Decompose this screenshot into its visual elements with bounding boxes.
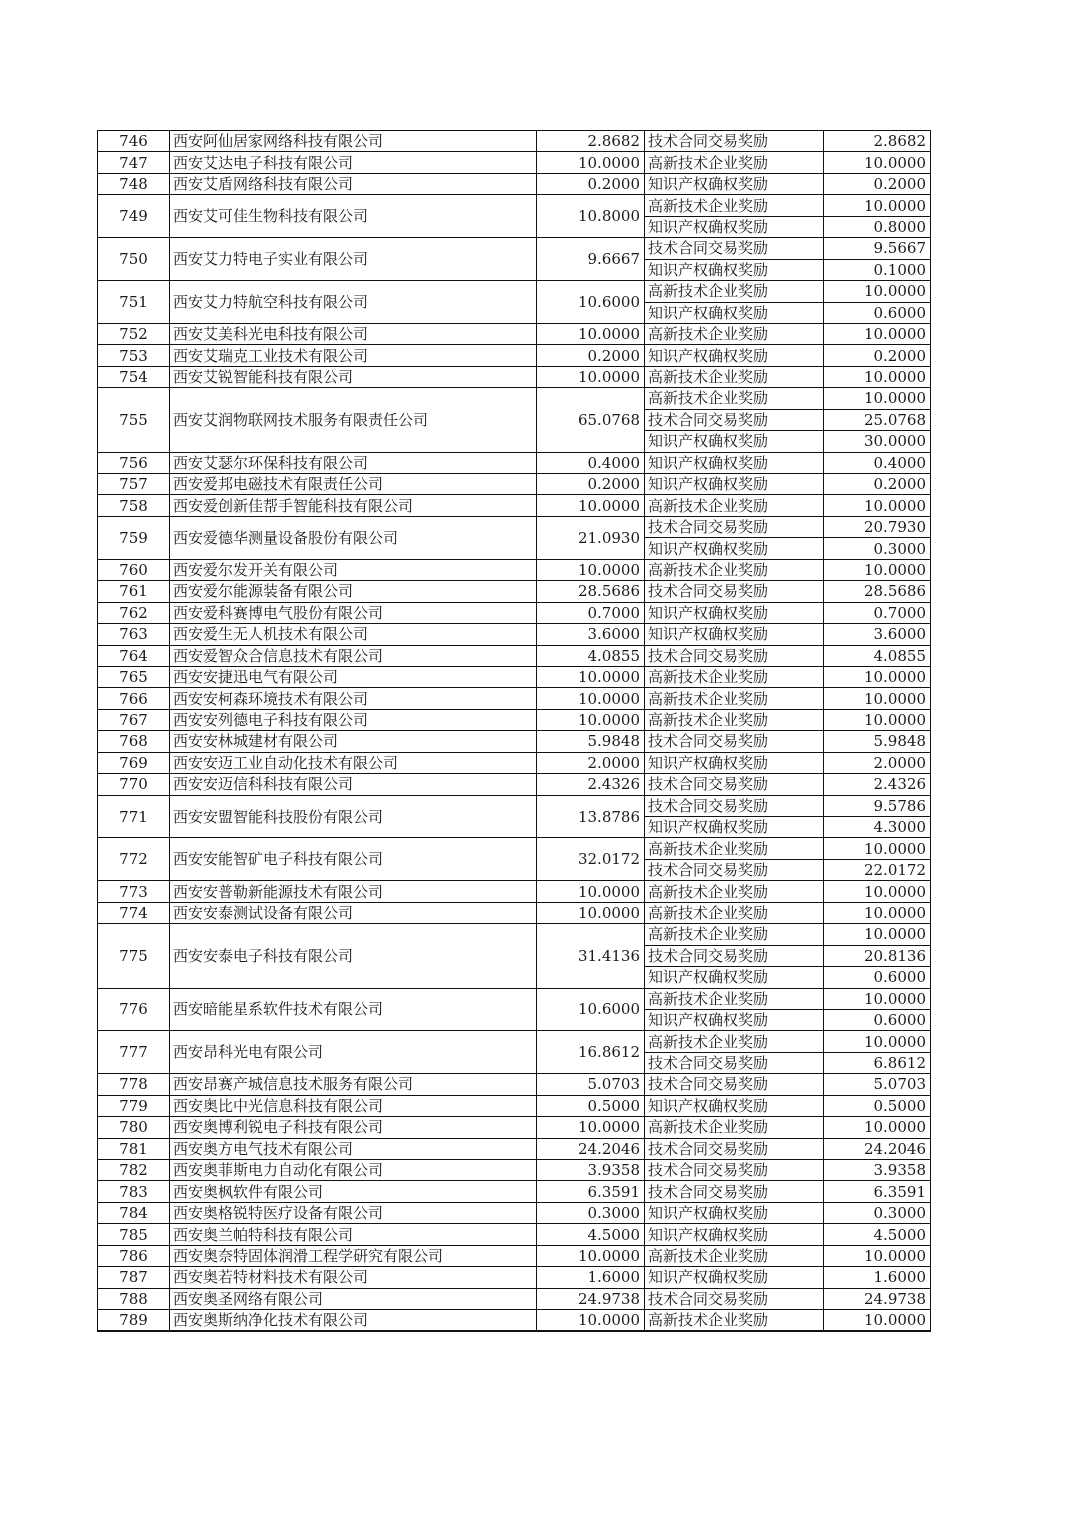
award-type-cell: 技术合同交易奖励 xyxy=(645,1138,824,1159)
table-row xyxy=(98,709,931,730)
award-type-cell: 高新技术企业奖励 xyxy=(645,1310,824,1332)
table-row xyxy=(98,1202,931,1223)
row-number-cell: 767 xyxy=(98,709,170,730)
company-name-cell: 西安爱尔发开关有限公司 xyxy=(170,559,537,580)
award-type-cell: 知识产权确权奖励 xyxy=(645,752,824,773)
award-type-cell: 高新技术企业奖励 xyxy=(645,281,824,302)
company-name-cell: 西安安迈工业自动化技术有限公司 xyxy=(170,752,537,773)
total-amount-cell: 2.4326 xyxy=(537,774,645,795)
award-type-cell: 高新技术企业奖励 xyxy=(645,666,824,687)
award-type-cell: 高新技术企业奖励 xyxy=(645,709,824,730)
table-row xyxy=(98,1310,931,1332)
award-amount-cell: 10.0000 xyxy=(824,1310,931,1332)
table-row xyxy=(98,1117,931,1138)
award-amount-cell: 1.6000 xyxy=(824,1267,931,1288)
award-type-cell: 知识产权确权奖励 xyxy=(645,452,824,473)
company-name-cell: 西安安盟智能科技股份有限公司 xyxy=(170,795,537,838)
row-number-cell: 774 xyxy=(98,902,170,923)
award-type-cell: 技术合同交易奖励 xyxy=(645,645,824,666)
award-amount-cell: 10.0000 xyxy=(824,902,931,923)
row-number-cell: 778 xyxy=(98,1074,170,1095)
award-amount-cell: 0.6000 xyxy=(824,967,931,988)
total-amount-cell: 10.0000 xyxy=(537,323,645,344)
row-number-cell: 766 xyxy=(98,688,170,709)
row-number-cell: 771 xyxy=(98,795,170,838)
award-amount-cell: 28.5686 xyxy=(824,581,931,602)
table-row xyxy=(98,345,931,366)
award-table-body xyxy=(98,131,931,1332)
award-amount-cell: 20.7930 xyxy=(824,516,931,537)
row-number-cell: 773 xyxy=(98,881,170,902)
award-amount-cell: 10.0000 xyxy=(824,838,931,859)
award-type-cell: 高新技术企业奖励 xyxy=(645,1245,824,1266)
table-row xyxy=(98,1095,931,1116)
award-amount-cell: 10.0000 xyxy=(824,281,931,302)
table-row xyxy=(98,902,931,923)
table-row xyxy=(98,602,931,623)
row-number-cell: 756 xyxy=(98,452,170,473)
award-type-cell: 高新技术企业奖励 xyxy=(645,323,824,344)
company-name-cell: 西安安林城建材有限公司 xyxy=(170,731,537,752)
table-row xyxy=(98,688,931,709)
award-amount-cell: 10.0000 xyxy=(824,323,931,344)
award-type-cell: 高新技术企业奖励 xyxy=(645,195,824,216)
table-row xyxy=(98,1138,931,1159)
row-number-cell: 769 xyxy=(98,752,170,773)
award-amount-cell: 0.6000 xyxy=(824,302,931,323)
award-type-cell: 知识产权确权奖励 xyxy=(645,602,824,623)
award-amount-cell: 0.7000 xyxy=(824,602,931,623)
company-name-cell: 西安安捷迅电气有限公司 xyxy=(170,666,537,687)
award-type-cell: 知识产权确权奖励 xyxy=(645,624,824,645)
award-amount-cell: 2.0000 xyxy=(824,752,931,773)
total-amount-cell: 28.5686 xyxy=(537,581,645,602)
table-row xyxy=(98,1245,931,1266)
table-row xyxy=(98,581,931,602)
award-type-cell: 技术合同交易奖励 xyxy=(645,1288,824,1309)
company-name-cell: 西安艾力特航空科技有限公司 xyxy=(170,281,537,324)
award-amount-cell: 0.2000 xyxy=(824,345,931,366)
company-name-cell: 西安艾盾网络科技有限公司 xyxy=(170,173,537,194)
total-amount-cell: 0.2000 xyxy=(537,173,645,194)
company-name-cell: 西安安能智矿电子科技有限公司 xyxy=(170,838,537,881)
table-row xyxy=(98,388,931,409)
total-amount-cell: 1.6000 xyxy=(537,1267,645,1288)
row-number-cell: 775 xyxy=(98,924,170,988)
award-amount-cell: 24.9738 xyxy=(824,1288,931,1309)
award-type-cell: 技术合同交易奖励 xyxy=(645,516,824,537)
company-name-cell: 西安奥若特材料技术有限公司 xyxy=(170,1267,537,1288)
company-name-cell: 西安安普勒新能源技术有限公司 xyxy=(170,881,537,902)
company-name-cell: 西安安泰电子科技有限公司 xyxy=(170,924,537,988)
company-name-cell: 西安奥比中光信息科技有限公司 xyxy=(170,1095,537,1116)
award-amount-cell: 2.8682 xyxy=(824,131,931,152)
award-type-cell: 知识产权确权奖励 xyxy=(645,967,824,988)
table-row xyxy=(98,1288,931,1309)
row-number-cell: 763 xyxy=(98,624,170,645)
row-number-cell: 777 xyxy=(98,1031,170,1074)
company-name-cell: 西安奥奈特固体润滑工程学研究有限公司 xyxy=(170,1245,537,1266)
table-row xyxy=(98,452,931,473)
table-row xyxy=(98,1031,931,1052)
award-type-cell: 知识产权确权奖励 xyxy=(645,431,824,452)
company-name-cell: 西安安泰测试设备有限公司 xyxy=(170,902,537,923)
award-amount-cell: 10.0000 xyxy=(824,1031,931,1052)
total-amount-cell: 2.0000 xyxy=(537,752,645,773)
total-amount-cell: 10.0000 xyxy=(537,881,645,902)
table-row xyxy=(98,366,931,387)
award-type-cell: 技术合同交易奖励 xyxy=(645,409,824,430)
award-type-cell: 技术合同交易奖励 xyxy=(645,795,824,816)
total-amount-cell: 16.8612 xyxy=(537,1031,645,1074)
total-amount-cell: 0.3000 xyxy=(537,1202,645,1223)
award-type-cell: 技术合同交易奖励 xyxy=(645,581,824,602)
award-amount-cell: 4.0855 xyxy=(824,645,931,666)
table-row xyxy=(98,666,931,687)
company-name-cell: 西安艾达电子科技有限公司 xyxy=(170,152,537,173)
total-amount-cell: 10.0000 xyxy=(537,1245,645,1266)
award-amount-cell: 10.0000 xyxy=(824,688,931,709)
company-name-cell: 西安爱创新佳帮手智能科技有限公司 xyxy=(170,495,537,516)
award-amount-cell: 0.3000 xyxy=(824,1202,931,1223)
row-number-cell: 754 xyxy=(98,366,170,387)
total-amount-cell: 10.6000 xyxy=(537,281,645,324)
total-amount-cell: 2.8682 xyxy=(537,131,645,152)
row-number-cell: 761 xyxy=(98,581,170,602)
table-row xyxy=(98,731,931,752)
award-type-cell: 高新技术企业奖励 xyxy=(645,366,824,387)
total-amount-cell: 4.0855 xyxy=(537,645,645,666)
table-row xyxy=(98,495,931,516)
award-amount-cell: 10.0000 xyxy=(824,495,931,516)
table-row xyxy=(98,838,931,859)
award-type-cell: 技术合同交易奖励 xyxy=(645,774,824,795)
table-row xyxy=(98,988,931,1009)
award-type-cell: 知识产权确权奖励 xyxy=(645,345,824,366)
row-number-cell: 768 xyxy=(98,731,170,752)
table-row xyxy=(98,474,931,495)
award-type-cell: 高新技术企业奖励 xyxy=(645,688,824,709)
company-name-cell: 西安艾润物联网技术服务有限责任公司 xyxy=(170,388,537,452)
table-row xyxy=(98,1160,931,1181)
company-name-cell: 西安艾美科光电科技有限公司 xyxy=(170,323,537,344)
total-amount-cell: 10.0000 xyxy=(537,902,645,923)
award-type-cell: 技术合同交易奖励 xyxy=(645,1074,824,1095)
row-number-cell: 759 xyxy=(98,516,170,559)
total-amount-cell: 10.8000 xyxy=(537,195,645,238)
award-amount-cell: 10.0000 xyxy=(824,195,931,216)
row-number-cell: 786 xyxy=(98,1245,170,1266)
award-type-cell: 知识产权确权奖励 xyxy=(645,216,824,237)
row-number-cell: 749 xyxy=(98,195,170,238)
table-row xyxy=(98,924,931,945)
award-type-cell: 技术合同交易奖励 xyxy=(645,238,824,259)
total-amount-cell: 10.0000 xyxy=(537,666,645,687)
row-number-cell: 764 xyxy=(98,645,170,666)
row-number-cell: 787 xyxy=(98,1267,170,1288)
award-amount-cell: 10.0000 xyxy=(824,366,931,387)
row-number-cell: 780 xyxy=(98,1117,170,1138)
row-number-cell: 785 xyxy=(98,1224,170,1245)
table-row xyxy=(98,795,931,816)
total-amount-cell: 0.5000 xyxy=(537,1095,645,1116)
award-amount-cell: 0.1000 xyxy=(824,259,931,280)
row-number-cell: 762 xyxy=(98,602,170,623)
company-name-cell: 西安爱尔能源装备有限公司 xyxy=(170,581,537,602)
award-type-cell: 高新技术企业奖励 xyxy=(645,1117,824,1138)
total-amount-cell: 10.0000 xyxy=(537,495,645,516)
company-name-cell: 西安爱德华测量设备股份有限公司 xyxy=(170,516,537,559)
award-type-cell: 知识产权确权奖励 xyxy=(645,474,824,495)
award-type-cell: 技术合同交易奖励 xyxy=(645,945,824,966)
award-amount-cell: 0.3000 xyxy=(824,538,931,559)
row-number-cell: 782 xyxy=(98,1160,170,1181)
total-amount-cell: 13.8786 xyxy=(537,795,645,838)
table-row xyxy=(98,624,931,645)
table-row xyxy=(98,752,931,773)
award-type-cell: 技术合同交易奖励 xyxy=(645,859,824,880)
company-name-cell: 西安奥枫软件有限公司 xyxy=(170,1181,537,1202)
award-type-cell: 高新技术企业奖励 xyxy=(645,495,824,516)
award-type-cell: 高新技术企业奖励 xyxy=(645,924,824,945)
award-type-cell: 技术合同交易奖励 xyxy=(645,1160,824,1181)
row-number-cell: 784 xyxy=(98,1202,170,1223)
company-name-cell: 西安艾锐智能科技有限公司 xyxy=(170,366,537,387)
award-type-cell: 高新技术企业奖励 xyxy=(645,152,824,173)
award-type-cell: 知识产权确权奖励 xyxy=(645,173,824,194)
table-row xyxy=(98,1074,931,1095)
award-type-cell: 知识产权确权奖励 xyxy=(645,1202,824,1223)
award-type-cell: 知识产权确权奖励 xyxy=(645,1009,824,1030)
award-amount-cell: 10.0000 xyxy=(824,924,931,945)
total-amount-cell: 0.7000 xyxy=(537,602,645,623)
table-row xyxy=(98,774,931,795)
award-amount-cell: 20.8136 xyxy=(824,945,931,966)
total-amount-cell: 32.0172 xyxy=(537,838,645,881)
company-name-cell: 西安爱智众合信息技术有限公司 xyxy=(170,645,537,666)
row-number-cell: 779 xyxy=(98,1095,170,1116)
total-amount-cell: 10.0000 xyxy=(537,688,645,709)
award-amount-cell: 2.4326 xyxy=(824,774,931,795)
award-amount-cell: 30.0000 xyxy=(824,431,931,452)
award-amount-cell: 10.0000 xyxy=(824,666,931,687)
table-row xyxy=(98,516,931,537)
company-name-cell: 西安安迈信科科技有限公司 xyxy=(170,774,537,795)
table-row xyxy=(98,152,931,173)
award-amount-cell: 24.2046 xyxy=(824,1138,931,1159)
company-name-cell: 西安奥方电气技术有限公司 xyxy=(170,1138,537,1159)
company-name-cell: 西安艾瑟尔环保科技有限公司 xyxy=(170,452,537,473)
row-number-cell: 789 xyxy=(98,1310,170,1332)
award-type-cell: 知识产权确权奖励 xyxy=(645,1095,824,1116)
total-amount-cell: 24.2046 xyxy=(537,1138,645,1159)
award-amount-cell: 5.9848 xyxy=(824,731,931,752)
row-number-cell: 753 xyxy=(98,345,170,366)
award-amount-cell: 10.0000 xyxy=(824,559,931,580)
total-amount-cell: 0.2000 xyxy=(537,474,645,495)
total-amount-cell: 10.0000 xyxy=(537,366,645,387)
award-amount-cell: 3.6000 xyxy=(824,624,931,645)
total-amount-cell: 10.0000 xyxy=(537,1117,645,1138)
award-amount-cell: 4.3000 xyxy=(824,817,931,838)
award-type-cell: 知识产权确权奖励 xyxy=(645,1267,824,1288)
total-amount-cell: 3.9358 xyxy=(537,1160,645,1181)
row-number-cell: 752 xyxy=(98,323,170,344)
company-name-cell: 西安爱邦电磁技术有限责任公司 xyxy=(170,474,537,495)
total-amount-cell: 21.0930 xyxy=(537,516,645,559)
table-row xyxy=(98,281,931,302)
total-amount-cell: 3.6000 xyxy=(537,624,645,645)
award-amount-cell: 10.0000 xyxy=(824,988,931,1009)
award-amount-cell: 10.0000 xyxy=(824,709,931,730)
award-amount-cell: 0.5000 xyxy=(824,1095,931,1116)
table-row xyxy=(98,323,931,344)
award-amount-cell: 5.0703 xyxy=(824,1074,931,1095)
award-amount-cell: 22.0172 xyxy=(824,859,931,880)
row-number-cell: 760 xyxy=(98,559,170,580)
award-type-cell: 知识产权确权奖励 xyxy=(645,259,824,280)
row-number-cell: 765 xyxy=(98,666,170,687)
total-amount-cell: 0.4000 xyxy=(537,452,645,473)
table-row xyxy=(98,173,931,194)
total-amount-cell: 5.0703 xyxy=(537,1074,645,1095)
total-amount-cell: 10.0000 xyxy=(537,1310,645,1332)
award-type-cell: 技术合同交易奖励 xyxy=(645,1052,824,1073)
award-type-cell: 高新技术企业奖励 xyxy=(645,881,824,902)
total-amount-cell: 65.0768 xyxy=(537,388,645,452)
total-amount-cell: 4.5000 xyxy=(537,1224,645,1245)
row-number-cell: 757 xyxy=(98,474,170,495)
award-amount-cell: 10.0000 xyxy=(824,1117,931,1138)
award-type-cell: 知识产权确权奖励 xyxy=(645,817,824,838)
row-number-cell: 781 xyxy=(98,1138,170,1159)
row-number-cell: 783 xyxy=(98,1181,170,1202)
row-number-cell: 788 xyxy=(98,1288,170,1309)
award-amount-cell: 0.2000 xyxy=(824,474,931,495)
table-row xyxy=(98,131,931,152)
award-table xyxy=(97,130,931,1332)
company-name-cell: 西安艾可佳生物科技有限公司 xyxy=(170,195,537,238)
company-name-cell: 西安安柯森环境技术有限公司 xyxy=(170,688,537,709)
award-amount-cell: 9.5786 xyxy=(824,795,931,816)
award-amount-cell: 0.6000 xyxy=(824,1009,931,1030)
table-row xyxy=(98,1224,931,1245)
row-number-cell: 748 xyxy=(98,173,170,194)
table-row xyxy=(98,645,931,666)
award-amount-cell: 4.5000 xyxy=(824,1224,931,1245)
company-name-cell: 西安安列德电子科技有限公司 xyxy=(170,709,537,730)
award-type-cell: 高新技术企业奖励 xyxy=(645,388,824,409)
company-name-cell: 西安奥圣网络有限公司 xyxy=(170,1288,537,1309)
row-number-cell: 747 xyxy=(98,152,170,173)
company-name-cell: 西安暗能星系软件技术有限公司 xyxy=(170,988,537,1031)
award-type-cell: 知识产权确权奖励 xyxy=(645,1224,824,1245)
company-name-cell: 西安艾力特电子实业有限公司 xyxy=(170,238,537,281)
award-amount-cell: 10.0000 xyxy=(824,388,931,409)
company-name-cell: 西安爱科赛博电气股份有限公司 xyxy=(170,602,537,623)
award-amount-cell: 3.9358 xyxy=(824,1160,931,1181)
total-amount-cell: 5.9848 xyxy=(537,731,645,752)
award-amount-cell: 25.0768 xyxy=(824,409,931,430)
award-amount-cell: 10.0000 xyxy=(824,881,931,902)
award-amount-cell: 6.8612 xyxy=(824,1052,931,1073)
award-type-cell: 高新技术企业奖励 xyxy=(645,988,824,1009)
award-amount-cell: 6.3591 xyxy=(824,1181,931,1202)
company-name-cell: 西安艾瑞克工业技术有限公司 xyxy=(170,345,537,366)
table-row xyxy=(98,881,931,902)
table-row xyxy=(98,1267,931,1288)
company-name-cell: 西安奥菲斯电力自动化有限公司 xyxy=(170,1160,537,1181)
row-number-cell: 746 xyxy=(98,131,170,152)
total-amount-cell: 10.6000 xyxy=(537,988,645,1031)
company-name-cell: 西安爱生无人机技术有限公司 xyxy=(170,624,537,645)
award-type-cell: 技术合同交易奖励 xyxy=(645,731,824,752)
company-name-cell: 西安昂科光电有限公司 xyxy=(170,1031,537,1074)
award-amount-cell: 0.2000 xyxy=(824,173,931,194)
award-type-cell: 技术合同交易奖励 xyxy=(645,131,824,152)
table-row xyxy=(98,1181,931,1202)
row-number-cell: 776 xyxy=(98,988,170,1031)
award-type-cell: 知识产权确权奖励 xyxy=(645,538,824,559)
award-type-cell: 高新技术企业奖励 xyxy=(645,559,824,580)
company-name-cell: 西安奥兰帕特科技有限公司 xyxy=(170,1224,537,1245)
table-row xyxy=(98,559,931,580)
company-name-cell: 西安昂赛产城信息技术服务有限公司 xyxy=(170,1074,537,1095)
award-amount-cell: 0.8000 xyxy=(824,216,931,237)
total-amount-cell: 10.0000 xyxy=(537,559,645,580)
company-name-cell: 西安奥博利锐电子科技有限公司 xyxy=(170,1117,537,1138)
award-amount-cell: 0.4000 xyxy=(824,452,931,473)
table-row xyxy=(98,238,931,259)
company-name-cell: 西安奥斯纳净化技术有限公司 xyxy=(170,1310,537,1332)
company-name-cell: 西安奥格锐特医疗设备有限公司 xyxy=(170,1202,537,1223)
award-type-cell: 知识产权确权奖励 xyxy=(645,302,824,323)
award-type-cell: 技术合同交易奖励 xyxy=(645,1181,824,1202)
total-amount-cell: 0.2000 xyxy=(537,345,645,366)
company-name-cell: 西安阿仙居家网络科技有限公司 xyxy=(170,131,537,152)
total-amount-cell: 9.6667 xyxy=(537,238,645,281)
row-number-cell: 772 xyxy=(98,838,170,881)
total-amount-cell: 24.9738 xyxy=(537,1288,645,1309)
award-amount-cell: 10.0000 xyxy=(824,1245,931,1266)
award-amount-cell: 9.5667 xyxy=(824,238,931,259)
row-number-cell: 758 xyxy=(98,495,170,516)
row-number-cell: 755 xyxy=(98,388,170,452)
award-amount-cell: 10.0000 xyxy=(824,152,931,173)
total-amount-cell: 6.3591 xyxy=(537,1181,645,1202)
total-amount-cell: 10.0000 xyxy=(537,709,645,730)
award-type-cell: 高新技术企业奖励 xyxy=(645,902,824,923)
award-type-cell: 高新技术企业奖励 xyxy=(645,838,824,859)
total-amount-cell: 10.0000 xyxy=(537,152,645,173)
row-number-cell: 770 xyxy=(98,774,170,795)
row-number-cell: 750 xyxy=(98,238,170,281)
table-row xyxy=(98,195,931,216)
row-number-cell: 751 xyxy=(98,281,170,324)
total-amount-cell: 31.4136 xyxy=(537,924,645,988)
award-type-cell: 高新技术企业奖励 xyxy=(645,1031,824,1052)
